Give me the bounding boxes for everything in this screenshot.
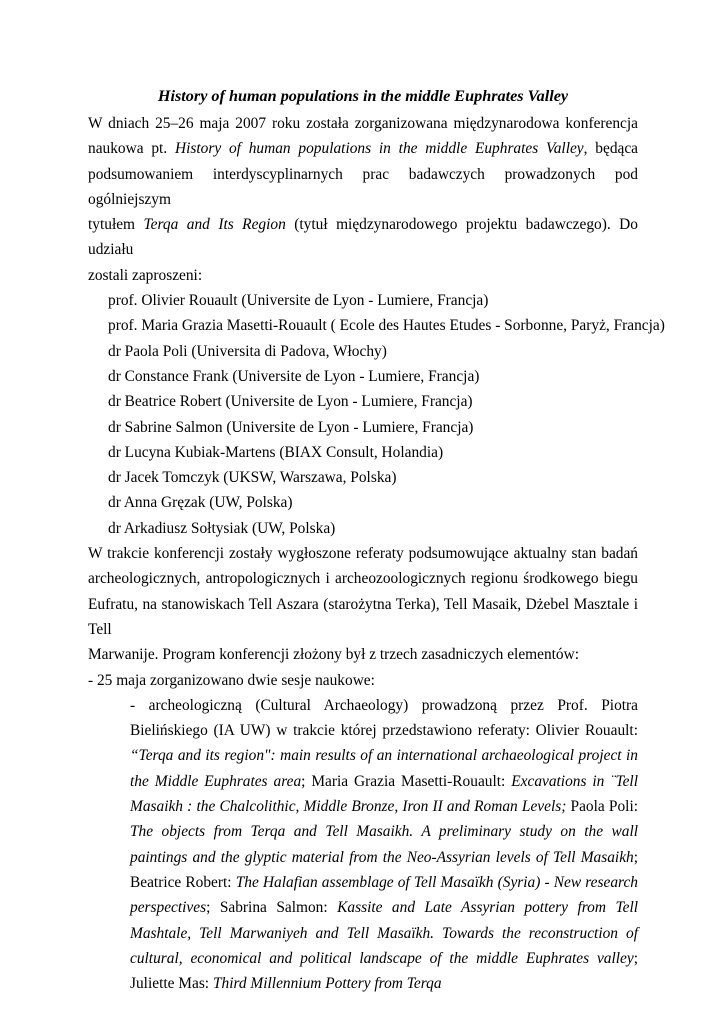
intro-text: (tytuł międzynarodowego projektu badawczego). Do udziału <box>88 216 638 259</box>
list-item: dr Beatrice Robert (Universite de Lyon - Lumiere, Francja) <box>108 393 473 411</box>
summary-line: Marwanije. Program konferencji złożony był z trzech zasadniczych elementów: <box>88 646 580 664</box>
summary-line: W trakcie konferencji zostały wygłoszone referaty podsumowujące aktualny stan badań <box>88 545 638 563</box>
talk-title: Third Millennium Pottery from Terqa <box>212 975 442 993</box>
summary-line: archeologicznych, antropologicznych i archeozoologicznych regionu środkowego biegu <box>88 570 638 588</box>
intro-paragraph <box>88 111 638 288</box>
session-text: ; Sabrina Salmon: <box>206 899 338 917</box>
talk-title: The objects from Terqa and Tell Masaikh. A preliminary study on the wall paintings and the glyptic material from the Neo-Assyrian levels of Tell Masaikh <box>130 823 638 866</box>
list-item: dr Constance Frank (Universite de Lyon - Lumiere, Francja) <box>108 367 480 385</box>
page-title: History of human populations in the middle Euphrates Valley <box>157 87 569 105</box>
list-item: dr Jacek Tomczyk (UKSW, Warszawa, Polska) <box>108 469 397 487</box>
session-text: ; Juliette Mas: <box>130 949 638 993</box>
conference-title: History of human populations in the middle Euphrates Valley <box>174 140 584 158</box>
session-text: - archeologiczną (Cultural Archaeology) prowadzoną przez Prof. Piotra Bielińskiego (IA UW) w trakcie której przedstawiono referaty: Olivier Rouault: <box>130 696 638 740</box>
list-item: prof. Olivier Rouault (Universite de Lyon - Lumiere, Francja) <box>108 292 489 310</box>
talk-title: Excavations in ¨Tell Masaikh : the Chalcolithic, Middle Bronze, Iron II and Roman Levels; <box>130 772 638 816</box>
intro-text: tytułem <box>88 216 144 234</box>
intro-line <box>88 212 638 263</box>
project-title: Terqa and Its Region <box>143 216 286 234</box>
intro-line <box>88 136 638 161</box>
list-item: dr Sabrine Salmon (Universite de Lyon - Lumiere, Francja) <box>108 418 474 436</box>
day-one-heading: - 25 maja zorganizowano dwie sesje naukowe: <box>88 671 375 689</box>
list-item: dr Arkadiusz Sołtysiak (UW, Polska) <box>108 519 336 537</box>
talk-title: “Terqa and its region": main results of an international archaeological project in the Middle Euphrates area <box>130 747 638 790</box>
list-item: dr Anna Gręzak (UW, Polska) <box>108 494 293 512</box>
session-text: ; Beatrice Robert: <box>130 848 638 891</box>
list-item: dr Paola Poli (Universita di Padova, Włochy) <box>108 342 387 360</box>
session-description <box>88 693 638 997</box>
summary-paragraph <box>88 541 638 667</box>
list-item: prof. Maria Grazia Masetti-Rouault ( Ecole des Hautes Etudes - Sorbonne, Paryż, Francja) <box>108 317 665 335</box>
intro-line: zostali zaproszeni: <box>88 266 203 284</box>
intro-text: , będąca <box>583 140 639 158</box>
list-item: dr Lucyna Kubiak-Martens (BIAX Consult, Holandia) <box>108 443 444 461</box>
talk-title: The Halafian assemblage of Tell Masaïkh (Syria) - New research perspectives <box>130 873 638 917</box>
session-text: ; Maria Grazia Masetti-Rouault: <box>301 772 512 790</box>
intro-text: naukowa pt. <box>88 140 175 158</box>
summary-line: Eufratu, na stanowiskach Tell Aszara (starożytna Terka), Tell Masaik, Dżebel Masztale i Tell <box>88 595 638 638</box>
session-text: Paola Poli: <box>566 798 638 816</box>
intro-line: podsumowaniem interdyscyplinarnych prac badawczych prowadzonych pod ogólniejszym <box>88 165 638 208</box>
intro-line: W dniach 25–26 maja 2007 roku została zorganizowana międzynarodowa konferencja <box>88 115 638 132</box>
talk-title: Kassite and Late Assyrian pottery from Tell Mashtale, Tell Marwaniyeh and Tell Masaïkh. Towards the reconstruction of cultural, economical and political landscape of the middle Euphrates valley <box>130 899 638 967</box>
attendee-list <box>88 288 665 541</box>
